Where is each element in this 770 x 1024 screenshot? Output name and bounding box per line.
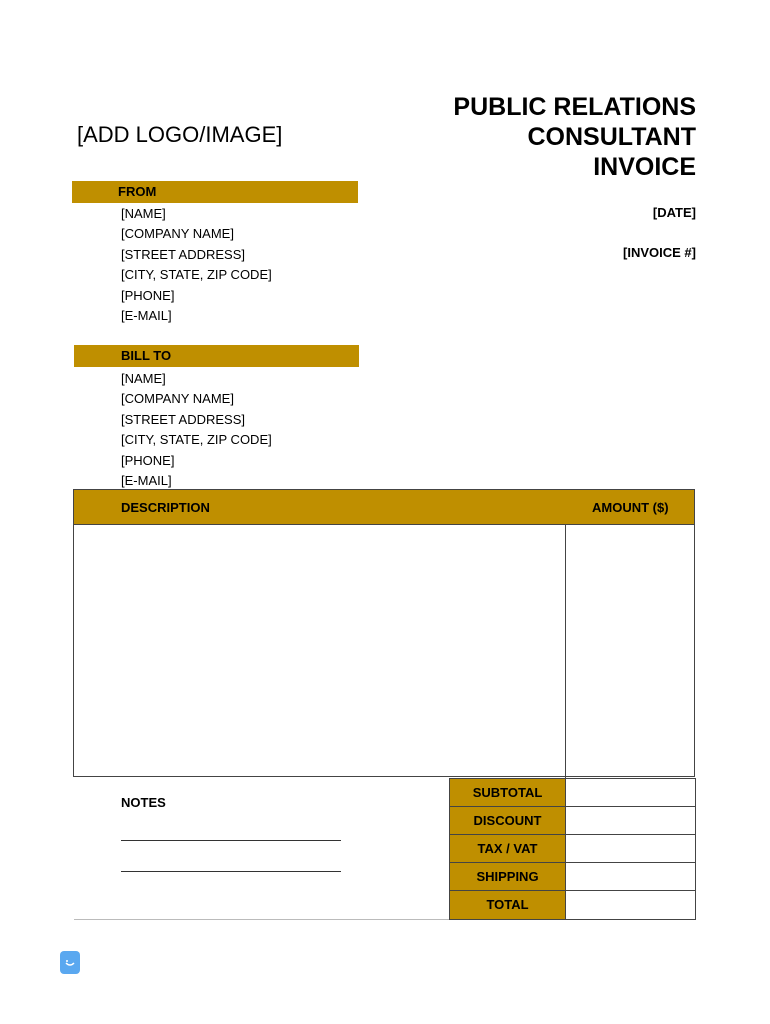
from-email: [E-MAIL] <box>121 308 172 324</box>
bill-to-heading: BILL TO <box>121 348 172 363</box>
from-street: [STREET ADDRESS] <box>121 246 246 262</box>
shipping-value <box>566 863 695 890</box>
subtotal-label: SUBTOTAL <box>450 779 566 806</box>
shipping-label: SHIPPING <box>450 863 566 890</box>
subtotal-row <box>450 779 695 807</box>
invoice-title <box>396 92 696 182</box>
discount-label: DISCOUNT <box>450 807 566 834</box>
from-address-block <box>121 204 272 326</box>
chat-smile-icon[interactable] <box>60 951 80 974</box>
bill-city: [CITY, STATE, ZIP CODE] <box>121 432 272 448</box>
total-value <box>566 891 695 919</box>
notes-label: NOTES <box>121 795 166 810</box>
discount-value <box>566 807 695 834</box>
subtotal-value <box>566 779 695 806</box>
tax-row <box>450 835 695 863</box>
total-label: TOTAL <box>450 891 566 919</box>
discount-row <box>450 807 695 835</box>
bill-to-address-block <box>121 369 272 491</box>
totals-table <box>449 778 696 920</box>
title-line-3: INVOICE <box>593 153 696 181</box>
from-header-bar <box>72 181 358 203</box>
notes-line-1 <box>121 840 341 841</box>
bill-name: [NAME] <box>121 371 166 386</box>
notes-bottom-rule <box>74 919 450 920</box>
line-items-table <box>73 489 695 777</box>
from-company: [COMPANY NAME] <box>121 226 234 242</box>
bill-email: [E-MAIL] <box>121 473 172 489</box>
invoice-number-field: [INVOICE #] <box>623 245 696 260</box>
bill-street: [STREET ADDRESS] <box>121 411 246 427</box>
from-heading: FROM <box>118 184 157 199</box>
from-name: [NAME] <box>121 206 166 221</box>
bill-company: [COMPANY NAME] <box>121 391 234 407</box>
logo-placeholder: [ADD LOGO/IMAGE] <box>77 122 283 147</box>
from-city: [CITY, STATE, ZIP CODE] <box>121 267 272 283</box>
from-phone: [PHONE] <box>121 287 175 303</box>
shipping-row <box>450 863 695 891</box>
total-row <box>450 891 695 919</box>
notes-line-2 <box>121 871 341 872</box>
description-column-header: DESCRIPTION <box>121 500 210 515</box>
date-field: [DATE] <box>652 205 696 220</box>
tax-value <box>566 835 695 862</box>
title-line-2: CONSULTANT <box>527 123 696 151</box>
tax-label: TAX / VAT <box>450 835 566 862</box>
amount-column-header: AMOUNT ($) <box>592 500 669 515</box>
bill-to-header-bar <box>74 345 359 367</box>
bill-phone: [PHONE] <box>121 452 175 468</box>
title-line-1: PUBLIC RELATIONS <box>453 93 696 121</box>
column-divider <box>565 525 566 778</box>
